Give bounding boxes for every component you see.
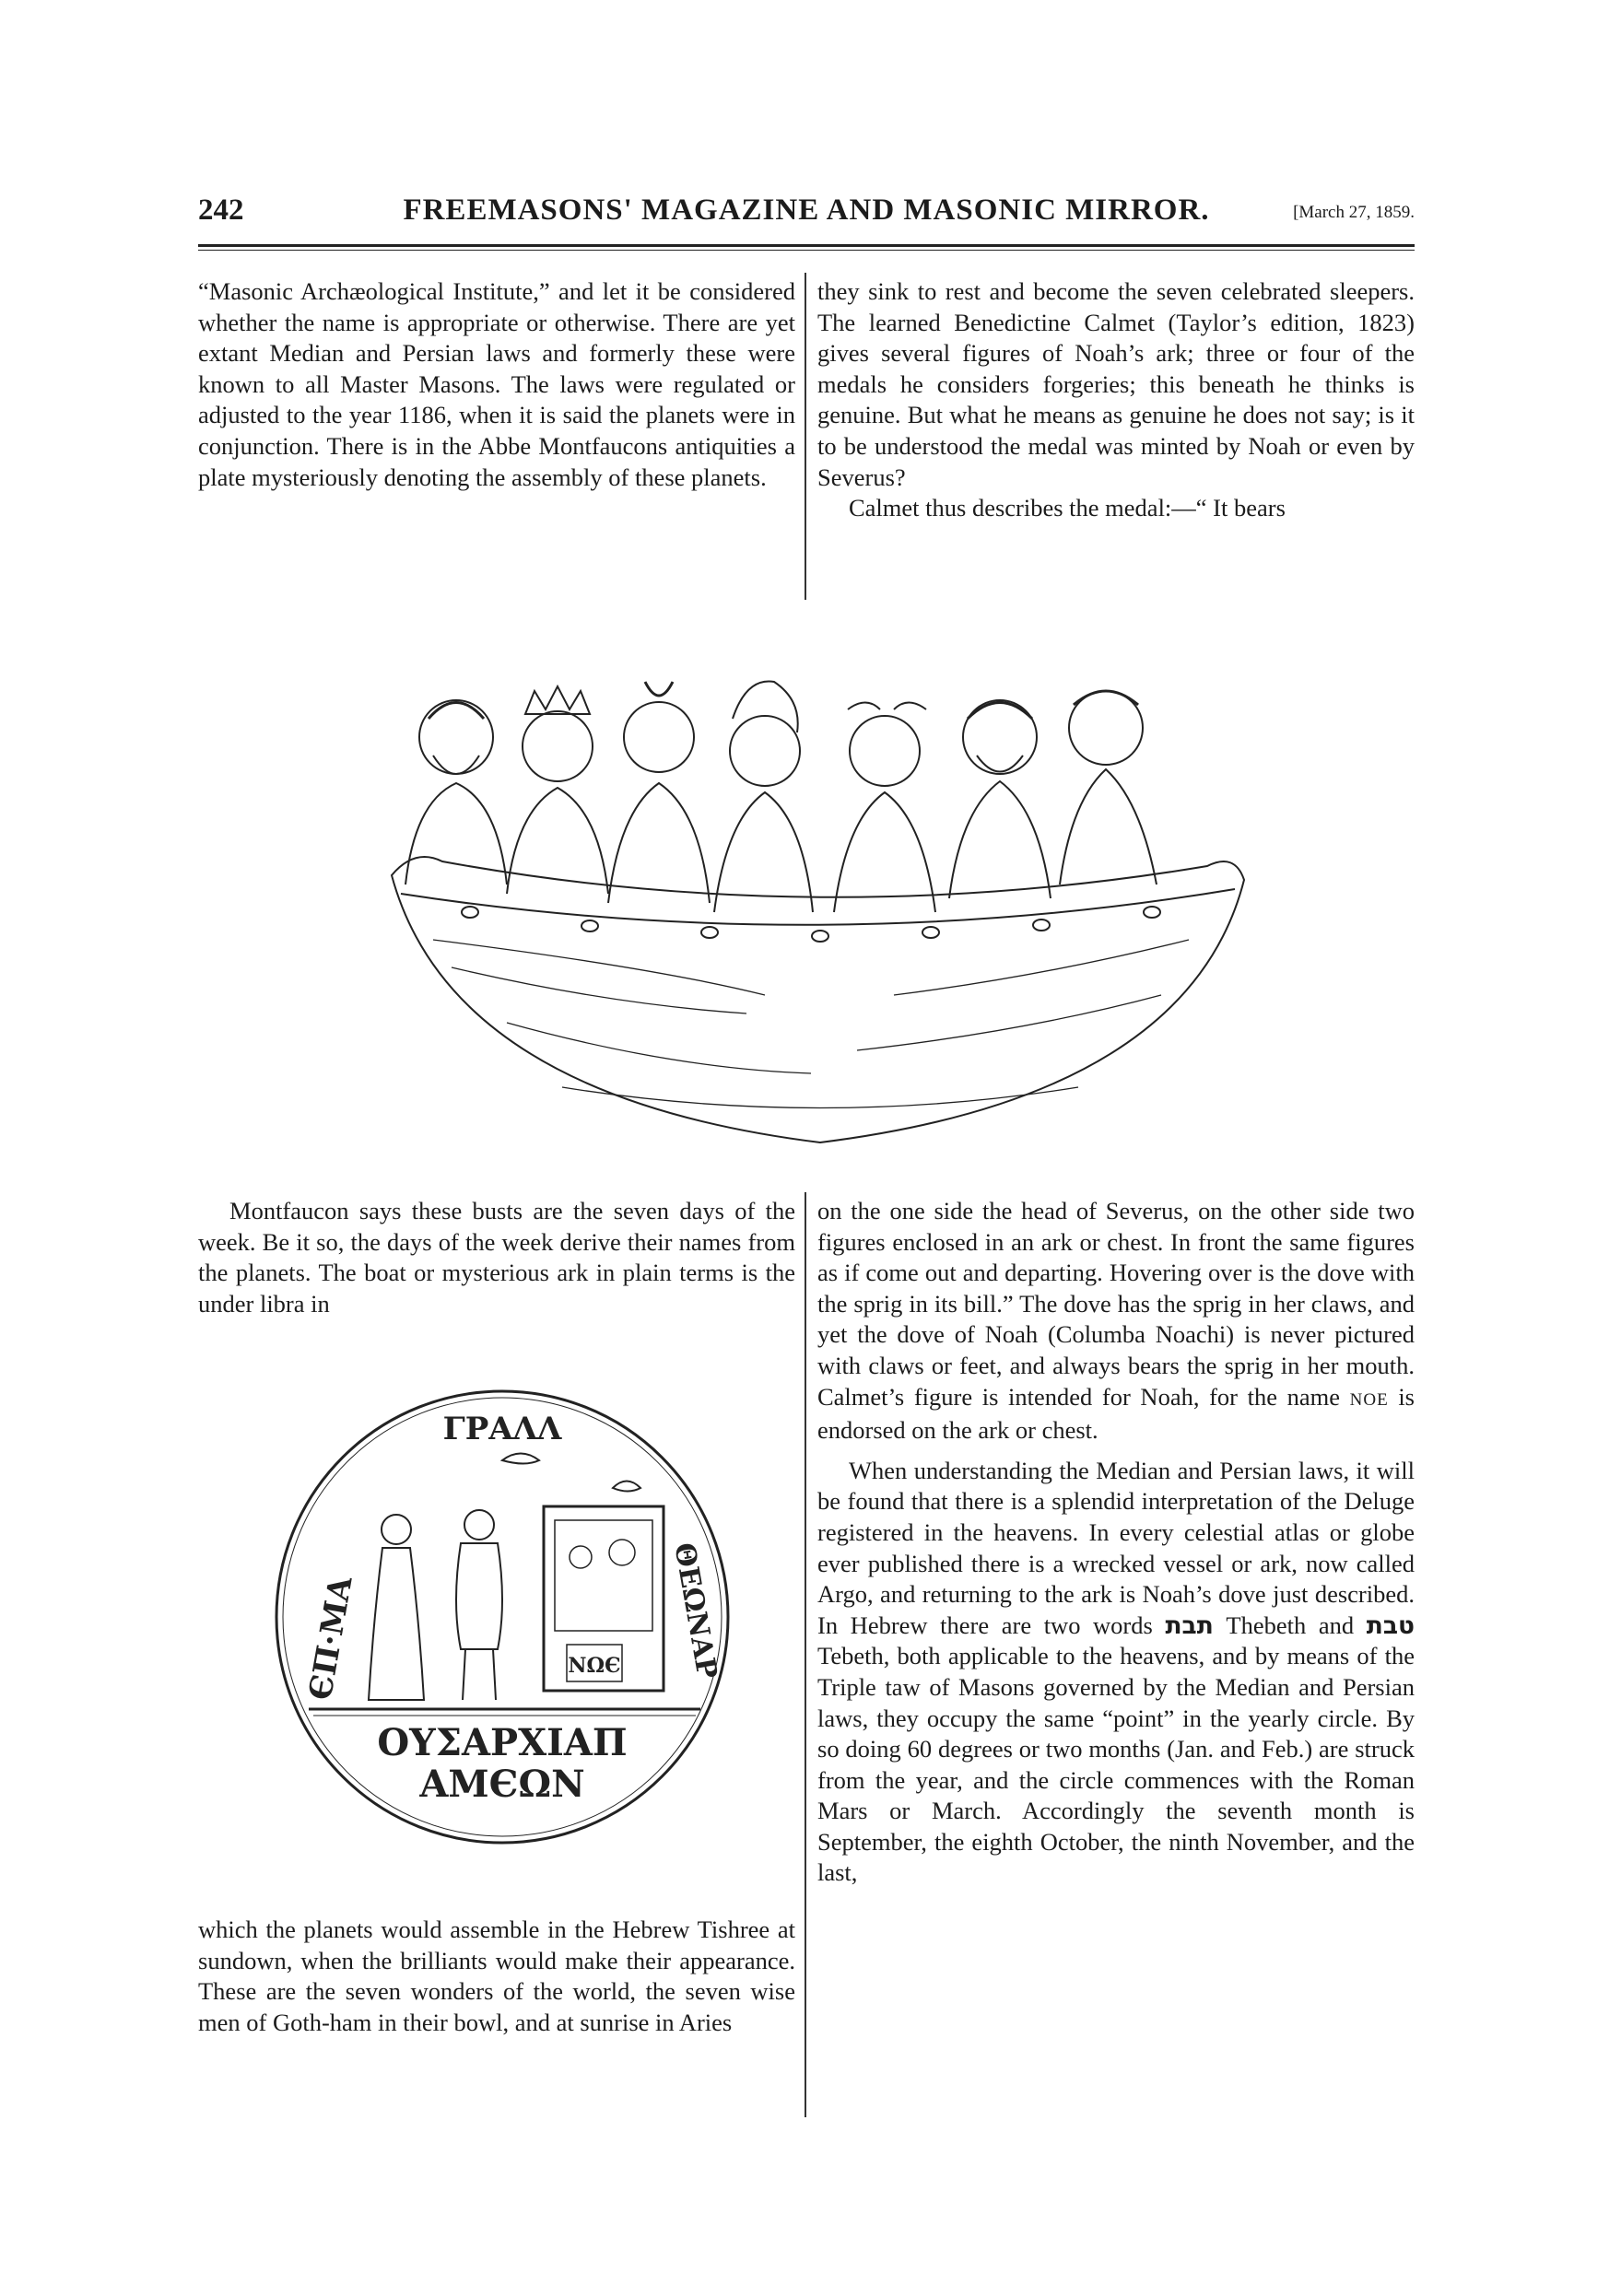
engraving-seven-busts [378, 663, 1263, 1161]
text-run: Tebeth, both applicable to the heavens, and by means of the Triple taw of Masons governed by the Median and Persian laws, they occupy the same “point” in the yearly circle. By so doing 60 degrees or two months (Jan. and Feb.) are struck from the year, and the circle commences with the Roman Mars or March. Accordingly the seventh month is September, the eighth October, the ninth November, and the last, [817, 1642, 1415, 1887]
paragraph: they sink to rest and become the seven celebrated sleepers. The learned Benedictine Calmet (Taylor’s edition, 1823) gives several figures of Noah’s ark; three or four of the medals he considers forgeries; this beneath he thinks is genuine. But what he means as genuine he does not say; is it to be understood the medal was minted by Noah or even by Severus? [817, 277, 1415, 491]
header-rule [198, 244, 1415, 247]
text-run: Thebeth and [1226, 1611, 1355, 1639]
running-header [198, 193, 1415, 238]
coin-legend-left: ЄΠ·ΜΑ [301, 1574, 360, 1704]
paragraph: Montfaucon says these busts are the seven days of the week. Be it so, the days of the week derive their names from the planets. The boat or mysterious ark in plain terms is the under libra in [198, 1197, 795, 1318]
journal-title: FREEMASONS' MAGAZINE AND MASONIC MIRROR. [403, 193, 1210, 227]
coin-legend-right: ΘΕΩΝΑΡ [667, 1540, 723, 1681]
coin-exergue-line2: ΑΜЄΩΝ [419, 1763, 585, 1806]
paragraph: which the planets would assemble in the Hebrew Tishree at sundown, when the brilliants would make their appearance. These are the seven wonders of the world, the seven wise men of Goth-ham in their bowl, and at sunrise in Aries [198, 1915, 795, 2036]
paragraph: “Masonic Archæological Institute,” and let it be considered whether the name is appropriate or otherwise. There are yet extant Median and Persian laws and formerly these were known to all Master Masons. The laws were regulated or adjusted to the year 1186, when it is said the planets were in conjunction. There is in the Abbe Montfaucons antiquities a plate mysteriously denoting the assembly of these planets. [198, 277, 795, 491]
coin-legend-top: ΓΡΑΛΛ [442, 1411, 562, 1447]
figure-seven-busts-boat [378, 663, 1263, 1161]
text-run: on the one side the head of Severus, on the other side two figures enclosed in an ark or chest. In front the same figures as if come out and departing. Hovering over is the dove with the sprig in its bill.” The dove has the sprig in her claws, and yet the dove of Noah (Columba Noachi) is never pictured with claws or feet, and always bears the sprig in her mouth. Calmet’s figure is intended for Noah, for the name [817, 1197, 1415, 1411]
issue-date: [March 27, 1859. [1293, 203, 1415, 222]
column-rule [805, 273, 806, 600]
paragraph [817, 1196, 1415, 1447]
hebrew-word-tebeth: טבת [1366, 1611, 1415, 1640]
column-top-left [198, 276, 795, 493]
coin-exergue-line1: ΟΥΣΑΡΧΙΑΠ [377, 1721, 628, 1764]
page-number: 242 [198, 193, 244, 227]
column-bottom-right [817, 1196, 1415, 1889]
text-run: When understanding the Median and Persian laws, it will be found that there is a splendid interpretation of the Deluge registered in the heavens. In every celestial atlas or globe ever published there is a wrecked vessel or ark, now called Argo, and returning to the ark is Noah’s dove just described. In Hebrew there are two words [817, 1456, 1415, 1639]
column-top-right [817, 276, 1415, 524]
figure-coin-noah-ark [267, 1382, 737, 1861]
coin-ark-label: ΝΩЄ [568, 1654, 621, 1678]
hebrew-word-thebeth: תבת [1165, 1611, 1214, 1640]
column-bottom-left-upper [198, 1196, 795, 1319]
paragraph [817, 1456, 1415, 1889]
column-bottom-left-lower [198, 1915, 795, 2038]
paragraph: Calmet thus describes the medal:—“ It bears [849, 494, 1286, 522]
engraving-coin [267, 1382, 737, 1861]
header-rule-thin [198, 250, 1415, 251]
text-run: is endorsed on the ark or chest. [817, 1382, 1415, 1445]
column-rule [805, 1192, 806, 2117]
smallcaps-noe: NOE [1349, 1389, 1389, 1410]
